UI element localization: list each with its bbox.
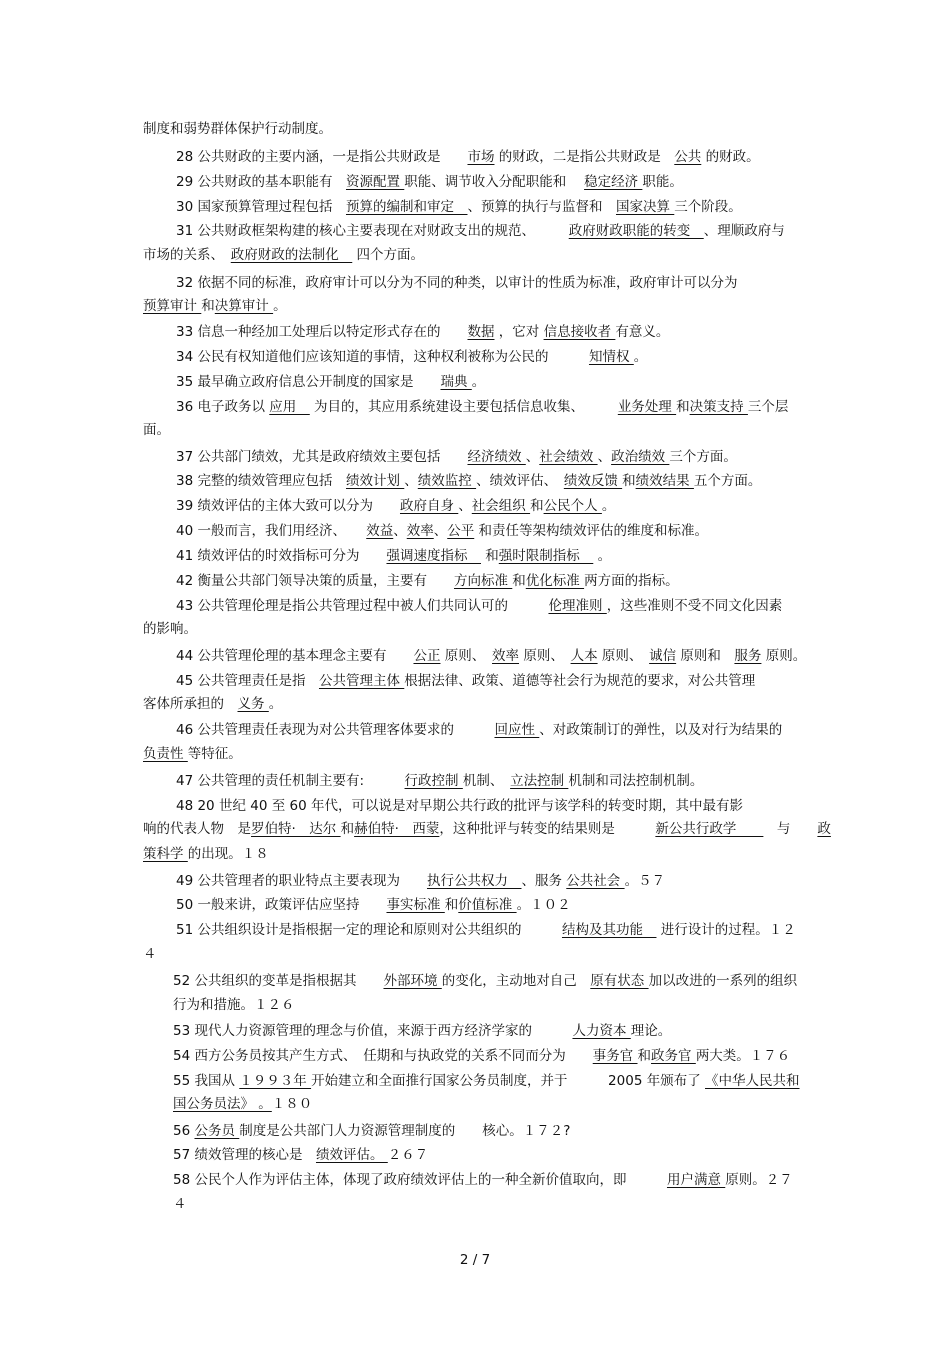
text-line xyxy=(176,472,761,490)
text-line xyxy=(176,547,611,565)
line-text: 加以改进的一系列的组织 xyxy=(648,973,798,989)
line-text: 。 xyxy=(273,298,287,314)
line-text: 。１０２ xyxy=(516,897,571,913)
answer-blank: 公平 xyxy=(447,523,475,539)
text-line xyxy=(176,348,647,366)
answer-blank: 事务官 xyxy=(592,1048,638,1064)
line-text: 的财政。 xyxy=(701,149,760,165)
text-line xyxy=(173,1171,793,1189)
answer-blank: 诚信 xyxy=(649,648,677,664)
line-text: 和 xyxy=(512,573,526,589)
line-text: 机制、 xyxy=(462,773,511,789)
answer-blank: 负责性 xyxy=(143,746,188,762)
answer-blank: 数据 xyxy=(467,324,495,340)
answer-blank: 行政控制 xyxy=(404,773,463,789)
text-line xyxy=(176,222,785,240)
answer-blank: 绩效评估。 xyxy=(315,1147,388,1163)
line-text: 、 xyxy=(525,449,540,465)
text-line xyxy=(176,173,683,191)
line-text: 、对政策制订的弹性，以及对行为结果的 xyxy=(539,722,783,738)
answer-blank: 新公共行政学 xyxy=(655,821,764,837)
line-text: 进行设计的过程。１２ xyxy=(656,922,796,938)
line-text: 和 xyxy=(480,548,499,564)
line-text: 和责任等架构绩效评估的维度和标准。 xyxy=(474,523,709,539)
line-text: 30 国家预算管理过程包括 xyxy=(176,199,346,215)
text-line xyxy=(176,647,806,665)
line-text: 原则、 xyxy=(597,648,650,664)
line-text: 。 xyxy=(633,349,648,365)
answer-blank: 瑞典 xyxy=(440,374,472,390)
text-line xyxy=(176,797,743,815)
line-text: 31 公共财政框架构建的核心主要表现在对财政支出的规范、 xyxy=(176,223,569,239)
answer-blank: 绩效计划 xyxy=(345,473,405,489)
line-text: 、 xyxy=(393,523,407,539)
answer-blank: 回应性 xyxy=(494,722,540,738)
line-text: 。 xyxy=(268,696,283,712)
line-text: 和 xyxy=(444,897,459,913)
text-line xyxy=(143,945,157,963)
answer-blank: 绩效监控 xyxy=(417,473,477,489)
line-text: ４ xyxy=(143,946,157,962)
line-text: 职能、调节收入分配职能和 xyxy=(404,174,585,190)
answer-blank: 公正 xyxy=(413,648,441,664)
answer-blank: 执行公共权力 xyxy=(426,873,522,889)
answer-blank: 外部环境 xyxy=(383,973,442,989)
text-line xyxy=(173,972,797,990)
line-text: 和 xyxy=(676,399,690,415)
line-text: 39 绩效评估的主体大致可以分为 xyxy=(176,498,400,514)
text-line xyxy=(176,721,782,739)
line-text: １８０ xyxy=(271,1096,313,1112)
line-text: 五个方面。 xyxy=(693,473,762,489)
answer-blank: 预算的编制和审定 xyxy=(345,199,468,215)
line-text: ，它对 xyxy=(494,324,544,340)
line-text: 、预算的执行与监督和 xyxy=(467,199,616,215)
line-text: ４ xyxy=(173,1196,187,1212)
answer-blank: 国公务员法》 。 xyxy=(173,1096,272,1112)
line-text: 、理顺政府与 xyxy=(703,223,785,239)
answer-blank: 强时限制指标 xyxy=(498,548,594,564)
line-text: 37 公共部门绩效，尤其是政府绩效主要包括 xyxy=(176,449,468,465)
line-text: 、 xyxy=(458,498,472,514)
line-text: 38 完整的绩效管理应包括 xyxy=(176,473,346,489)
text-line xyxy=(173,1146,428,1164)
answer-blank: 公共管理主体 xyxy=(318,673,405,689)
text-line xyxy=(176,148,760,166)
line-text: 原则、 xyxy=(519,648,571,664)
text-line xyxy=(176,373,485,391)
line-text: 49 公共管理者的职业特点主要表现为 xyxy=(176,873,427,889)
answer-blank: １９９３年 xyxy=(239,1073,312,1089)
line-text: 两大类。１７６ xyxy=(695,1048,791,1064)
line-text: 根据法律、政策、道德等社会行为规范的要求，对公共管理 xyxy=(404,673,756,689)
line-text: 的出现。１８ xyxy=(187,846,269,862)
line-text: 原则。２７ xyxy=(725,1172,793,1188)
answer-blank: 社会组织 xyxy=(471,498,531,514)
line-text: 43 公共管理伦理是指公共管理过程中被人们共同认可的 xyxy=(176,598,549,614)
line-text: 32 依据不同的标准，政府审计可以分为不同的种类，以审计的性质为标准，政府审计可以分为 xyxy=(176,275,738,291)
line-text: 四个方面。 xyxy=(352,247,425,263)
text-line xyxy=(176,672,755,690)
line-text: 58 公民个人作为评估主体，体现了政府绩效评估上的一种全新价值取向，即 xyxy=(173,1172,667,1188)
line-text: 市场的关系、 xyxy=(143,247,231,263)
line-text: 50 一般来讲，政策评估应坚持 xyxy=(176,897,387,913)
line-text: 、 xyxy=(433,523,448,539)
text-line xyxy=(176,274,737,292)
answer-blank: 决策支持 xyxy=(689,399,748,415)
answer-blank: 绩效结果 xyxy=(635,473,694,489)
answer-blank: 事实标准 xyxy=(386,897,445,913)
answer-blank: 市场 xyxy=(467,149,495,165)
line-text: 45 公共管理责任是指 xyxy=(176,673,319,689)
text-line xyxy=(173,1047,790,1065)
line-text: 制度和弱势群体保护行动制度。 xyxy=(143,121,332,137)
line-text: 三个阶段。 xyxy=(674,199,742,215)
text-line xyxy=(173,996,295,1014)
text-line xyxy=(173,1022,671,1040)
line-text: 28 公共财政的主要内涵，一是指公共财政是 xyxy=(176,149,468,165)
line-text: 为目的，其应用系统建设主要包括信息收集、 xyxy=(309,399,618,415)
answer-blank: 信息接收者 xyxy=(543,324,616,340)
text-line xyxy=(143,845,269,863)
line-text: 41 绩效评估的时效指标可分为 xyxy=(176,548,387,564)
line-text: 55 我国从 xyxy=(173,1073,240,1089)
answer-blank: 资源配置 xyxy=(345,174,405,190)
text-line xyxy=(173,1095,312,1113)
answer-blank: 策科学 xyxy=(143,846,188,862)
line-text: 、 xyxy=(404,473,418,489)
text-line xyxy=(176,448,737,466)
answer-blank: 罗伯特· 达尔 xyxy=(251,821,341,837)
answer-blank: 应用 xyxy=(269,399,310,415)
answer-blank: 政治绩效 xyxy=(611,449,670,465)
line-text: 51 公共组织设计是指根据一定的理论和原则对公共组织的 xyxy=(176,922,562,938)
line-text: 行为和措施。１２６ xyxy=(173,997,295,1013)
answer-blank: 优化标准 xyxy=(525,573,585,589)
line-text: 29 公共财政的基本职能有 xyxy=(176,174,346,190)
answer-blank: 公共 xyxy=(674,149,702,165)
text-line xyxy=(176,198,742,216)
answer-blank: 效率 xyxy=(406,523,434,539)
line-text: 。５７ xyxy=(624,873,666,889)
line-text: ，这种批评与转变的结果则是 xyxy=(439,821,656,837)
answer-blank: 稳定经济 xyxy=(584,174,643,190)
line-text: 36 电子政务以 xyxy=(176,399,270,415)
line-text: 制度是公共部门人力资源管理制度的 核心。１７２? xyxy=(239,1123,571,1139)
text-line xyxy=(176,398,788,416)
text-line xyxy=(173,1072,800,1090)
answer-blank: 伦理准则 xyxy=(548,598,607,614)
line-text: 机制和司法控制机制。 xyxy=(568,773,704,789)
line-text: 职能。 xyxy=(642,174,683,190)
answer-blank: 预算审计 xyxy=(143,298,202,314)
line-text: 和 xyxy=(340,821,355,837)
line-text: 42 衡量公共部门领导决策的质量，主要有 xyxy=(176,573,454,589)
answer-blank: 知情权 xyxy=(588,349,634,365)
text-line xyxy=(143,246,424,264)
line-text: 35 最早确立政府信息公开制度的国家是 xyxy=(176,374,441,390)
text-line xyxy=(176,522,708,540)
line-text: 和 xyxy=(622,473,636,489)
line-text: 46 公共管理责任表现为对公共管理客体要求的 xyxy=(176,722,495,738)
line-text: 56 xyxy=(173,1123,195,1139)
answer-blank: 价值标准 xyxy=(458,897,517,913)
answer-blank: 服务 xyxy=(734,648,762,664)
text-line xyxy=(143,745,242,763)
text-line xyxy=(143,695,282,713)
line-text: 三个方面。 xyxy=(669,449,737,465)
text-line xyxy=(143,620,197,638)
text-line xyxy=(176,597,782,615)
line-text: 的财政，二是指公共财政是 xyxy=(494,149,675,165)
answer-blank: 用户满意 xyxy=(666,1172,726,1188)
text-line xyxy=(143,421,170,439)
answer-blank: 政务官 xyxy=(651,1048,696,1064)
text-line xyxy=(176,921,796,939)
line-text: 响的代表人物 是 xyxy=(143,821,251,837)
text-line xyxy=(143,820,831,838)
line-text: 。 xyxy=(601,498,616,514)
answer-blank: 绩效反馈 xyxy=(563,473,623,489)
text-line xyxy=(176,497,615,515)
line-text: ２６７ xyxy=(387,1147,429,1163)
line-text: 与 xyxy=(763,821,818,837)
line-text: 54 西方公务员按其产生方式、 任期和与执政党的关系不同而分为 xyxy=(173,1048,593,1064)
answer-blank: 方向标准 xyxy=(453,573,513,589)
line-text: ，这些准则不受不同文化因素 xyxy=(606,598,783,614)
text-line xyxy=(143,120,332,138)
text-line xyxy=(176,872,665,890)
text-line xyxy=(176,772,703,790)
answer-blank: 强调速度指标 xyxy=(386,548,481,564)
line-text: 的变化，主动地对自己 xyxy=(441,973,591,989)
line-text: 。 xyxy=(471,374,486,390)
text-line xyxy=(176,323,669,341)
line-text: 有意义。 xyxy=(615,324,670,340)
answer-blank: 赫伯特· 西蒙 xyxy=(354,821,440,837)
line-text: 原则。 xyxy=(761,648,807,664)
line-text: 57 绩效管理的核心是 xyxy=(173,1147,316,1163)
answer-blank: 效益 xyxy=(366,523,394,539)
line-text: 三个层 xyxy=(747,399,789,415)
line-text: 48 20 世纪 40 至 60 年代，可以说是对早期公共行政的批评与该学科的转变时期，其中最有影 xyxy=(176,798,743,814)
line-text: 原则、 xyxy=(440,648,493,664)
line-text: 。 xyxy=(593,548,612,564)
text-line xyxy=(143,297,287,315)
answer-blank: 人力资本 xyxy=(572,1023,631,1039)
answer-blank: 原有状态 xyxy=(590,973,649,989)
line-text: 开始建立和全面推行国家公务员制度，并于 2005 年颁布了 xyxy=(311,1073,706,1089)
line-text: 和 xyxy=(201,298,215,314)
answer-blank: 政府财政的法制化 xyxy=(230,247,353,263)
answer-blank: 国家决算 xyxy=(615,199,675,215)
line-text: 47 公共管理的责任机制主要有: xyxy=(176,773,405,789)
text-line xyxy=(176,572,679,590)
answer-blank: 效率 xyxy=(492,648,520,664)
line-text: 34 公民有权知道他们应该知道的事情，这种权利被称为公民的 xyxy=(176,349,589,365)
answer-blank: 政府自身 xyxy=(399,498,459,514)
answer-blank: 公共社会 xyxy=(566,873,625,889)
line-text: 、绩效评估、 xyxy=(476,473,564,489)
answer-blank: 人本 xyxy=(570,648,598,664)
line-text: 、 xyxy=(597,449,612,465)
line-text: 和 xyxy=(637,1048,652,1064)
line-text: 40 一般而言，我们用经济、 xyxy=(176,523,367,539)
answer-blank: 立法控制 xyxy=(510,773,569,789)
line-text: 客体所承担的 xyxy=(143,696,238,712)
line-text: 、服务 xyxy=(521,873,567,889)
text-line xyxy=(176,896,571,914)
answer-blank: 《中华人民共和 xyxy=(705,1073,800,1089)
answer-blank: 社会绩效 xyxy=(539,449,598,465)
text-line xyxy=(173,1195,187,1213)
answer-blank: 决算审计 xyxy=(214,298,274,314)
answer-blank: 政府财政职能的转变 xyxy=(568,223,704,239)
line-text: 和 xyxy=(530,498,544,514)
answer-blank: 业务处理 xyxy=(617,399,677,415)
line-text: 两方面的指标。 xyxy=(584,573,679,589)
line-text: 的影响。 xyxy=(143,621,197,637)
answer-blank: 结构及其功能 xyxy=(561,922,657,938)
text-line xyxy=(173,1122,570,1140)
page-number: 2 / 7 xyxy=(459,1252,491,1268)
line-text: 44 公共管理伦理的基本理念主要有 xyxy=(176,648,414,664)
answer-blank: 义务 xyxy=(237,696,269,712)
answer-blank: 公民个人 xyxy=(543,498,602,514)
line-text: 33 信息一种经加工处理后以特定形式存在的 xyxy=(176,324,468,340)
answer-blank: 政 xyxy=(817,821,831,837)
line-text: 原则和 xyxy=(676,648,735,664)
line-text: 面。 xyxy=(143,422,170,438)
line-text: 等特征。 xyxy=(187,746,242,762)
line-text: 53 现代人力资源管理的理念与价值，来源于西方经济学家的 xyxy=(173,1023,573,1039)
answer-blank: 经济绩效 xyxy=(467,449,526,465)
line-text: 理论。 xyxy=(630,1023,672,1039)
line-text: 52 公共组织的变革是指根据其 xyxy=(173,973,384,989)
answer-blank: 公务员 xyxy=(194,1123,240,1139)
